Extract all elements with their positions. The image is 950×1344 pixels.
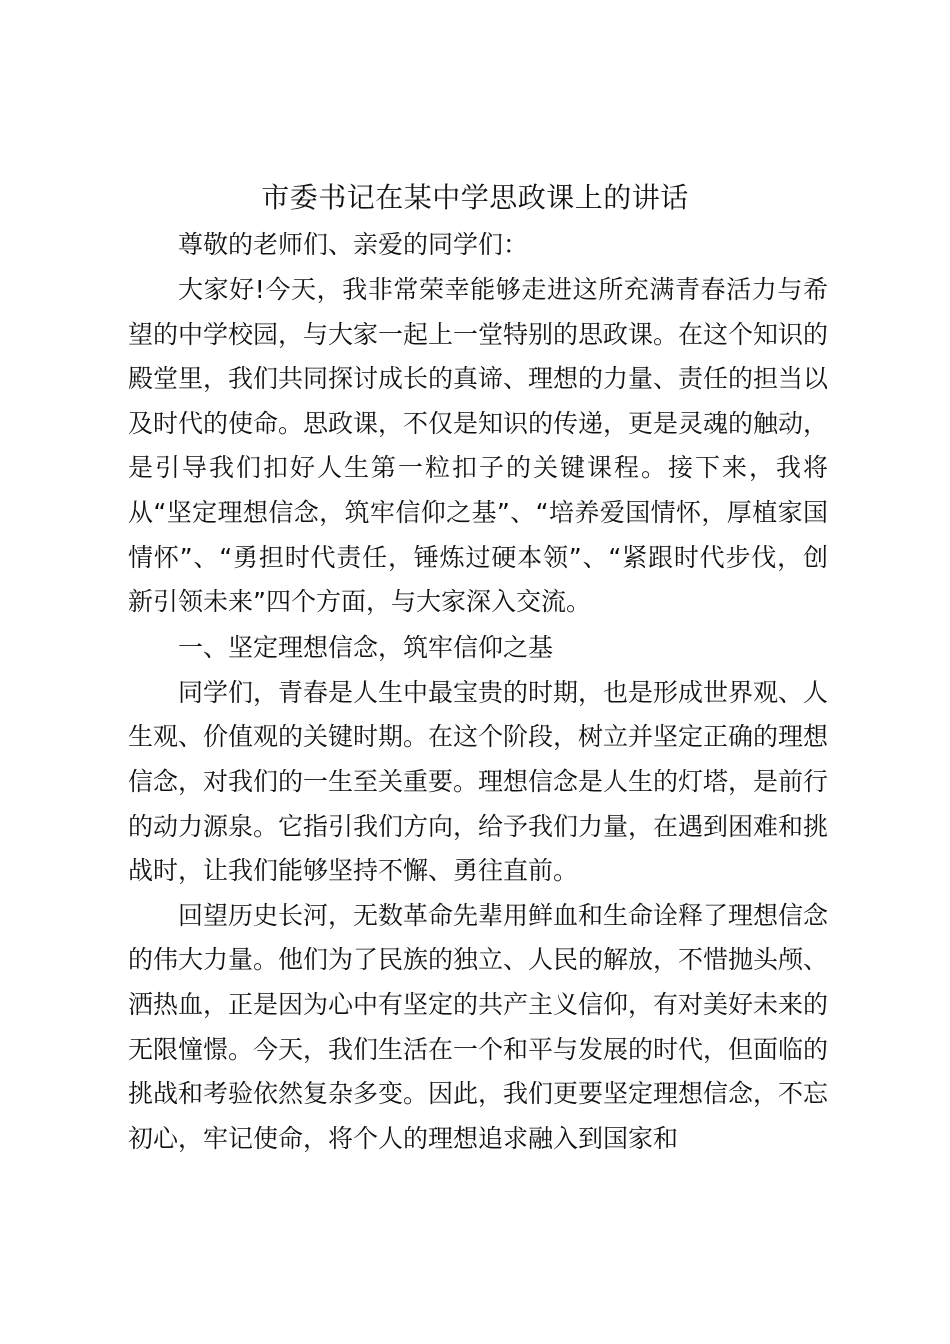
salutation: 尊敬的老师们、亲爱的同学们：	[178, 230, 529, 259]
document-body	[128, 222, 828, 1161]
section1-paragraph-2: 回望历史长河，无数革命先辈用鲜血和生命诠释了理想信念的伟大力量。他们为了民族的独立、人民的解放，不惜抛头颅、洒热血，正是因为心中有坚定的共产主义信仰，有对美好未来的无限憧憬。今天，我们生活在一个和平与发展的时代，但面临的挑战和考验依然复杂多变。因此，我们更要坚定理想信念，不忘初心，牢记使命，将个人的理想追求融入到国家和	[128, 900, 829, 1153]
section1-paragraph-1: 同学们，青春是人生中最宝贵的时期，也是形成世界观、人生观、价值观的关键时期。在这个阶段，树立并坚定正确的理想信念，对我们的一生至关重要。理想信念是人生的灯塔，是前行的动力源泉。它指引我们方向，给予我们力量，在遇到困难和挑战时，让我们能够坚持不懈、勇往直前。	[128, 677, 829, 886]
document-title: 市委书记在某中学思政课上的讲话	[261, 181, 689, 214]
section-heading-1: 一、坚定理想信念，筑牢信仰之基	[178, 632, 554, 662]
intro-paragraph: 大家好!今天，我非常荣幸能够走进这所充满青春活力与希望的中学校园，与大家一起上一堂特别的思政课。在这个知识的殿堂里，我们共同探讨成长的真谛、理想的力量、责任的担当以及时代的使命。思政课，不仅是知识的传递，更是灵魂的触动，是引导我们扣好人生第一粒扣子的关键课程。接下来，我将从“坚定理想信念，筑牢信仰之基”、“培养爱国情怀，厚植家国情怀”、“勇担时代责任，锤炼过硬本领”、“紧跟时代步伐，创新引领未来”四个方面，与大家深入交流。	[128, 275, 829, 617]
